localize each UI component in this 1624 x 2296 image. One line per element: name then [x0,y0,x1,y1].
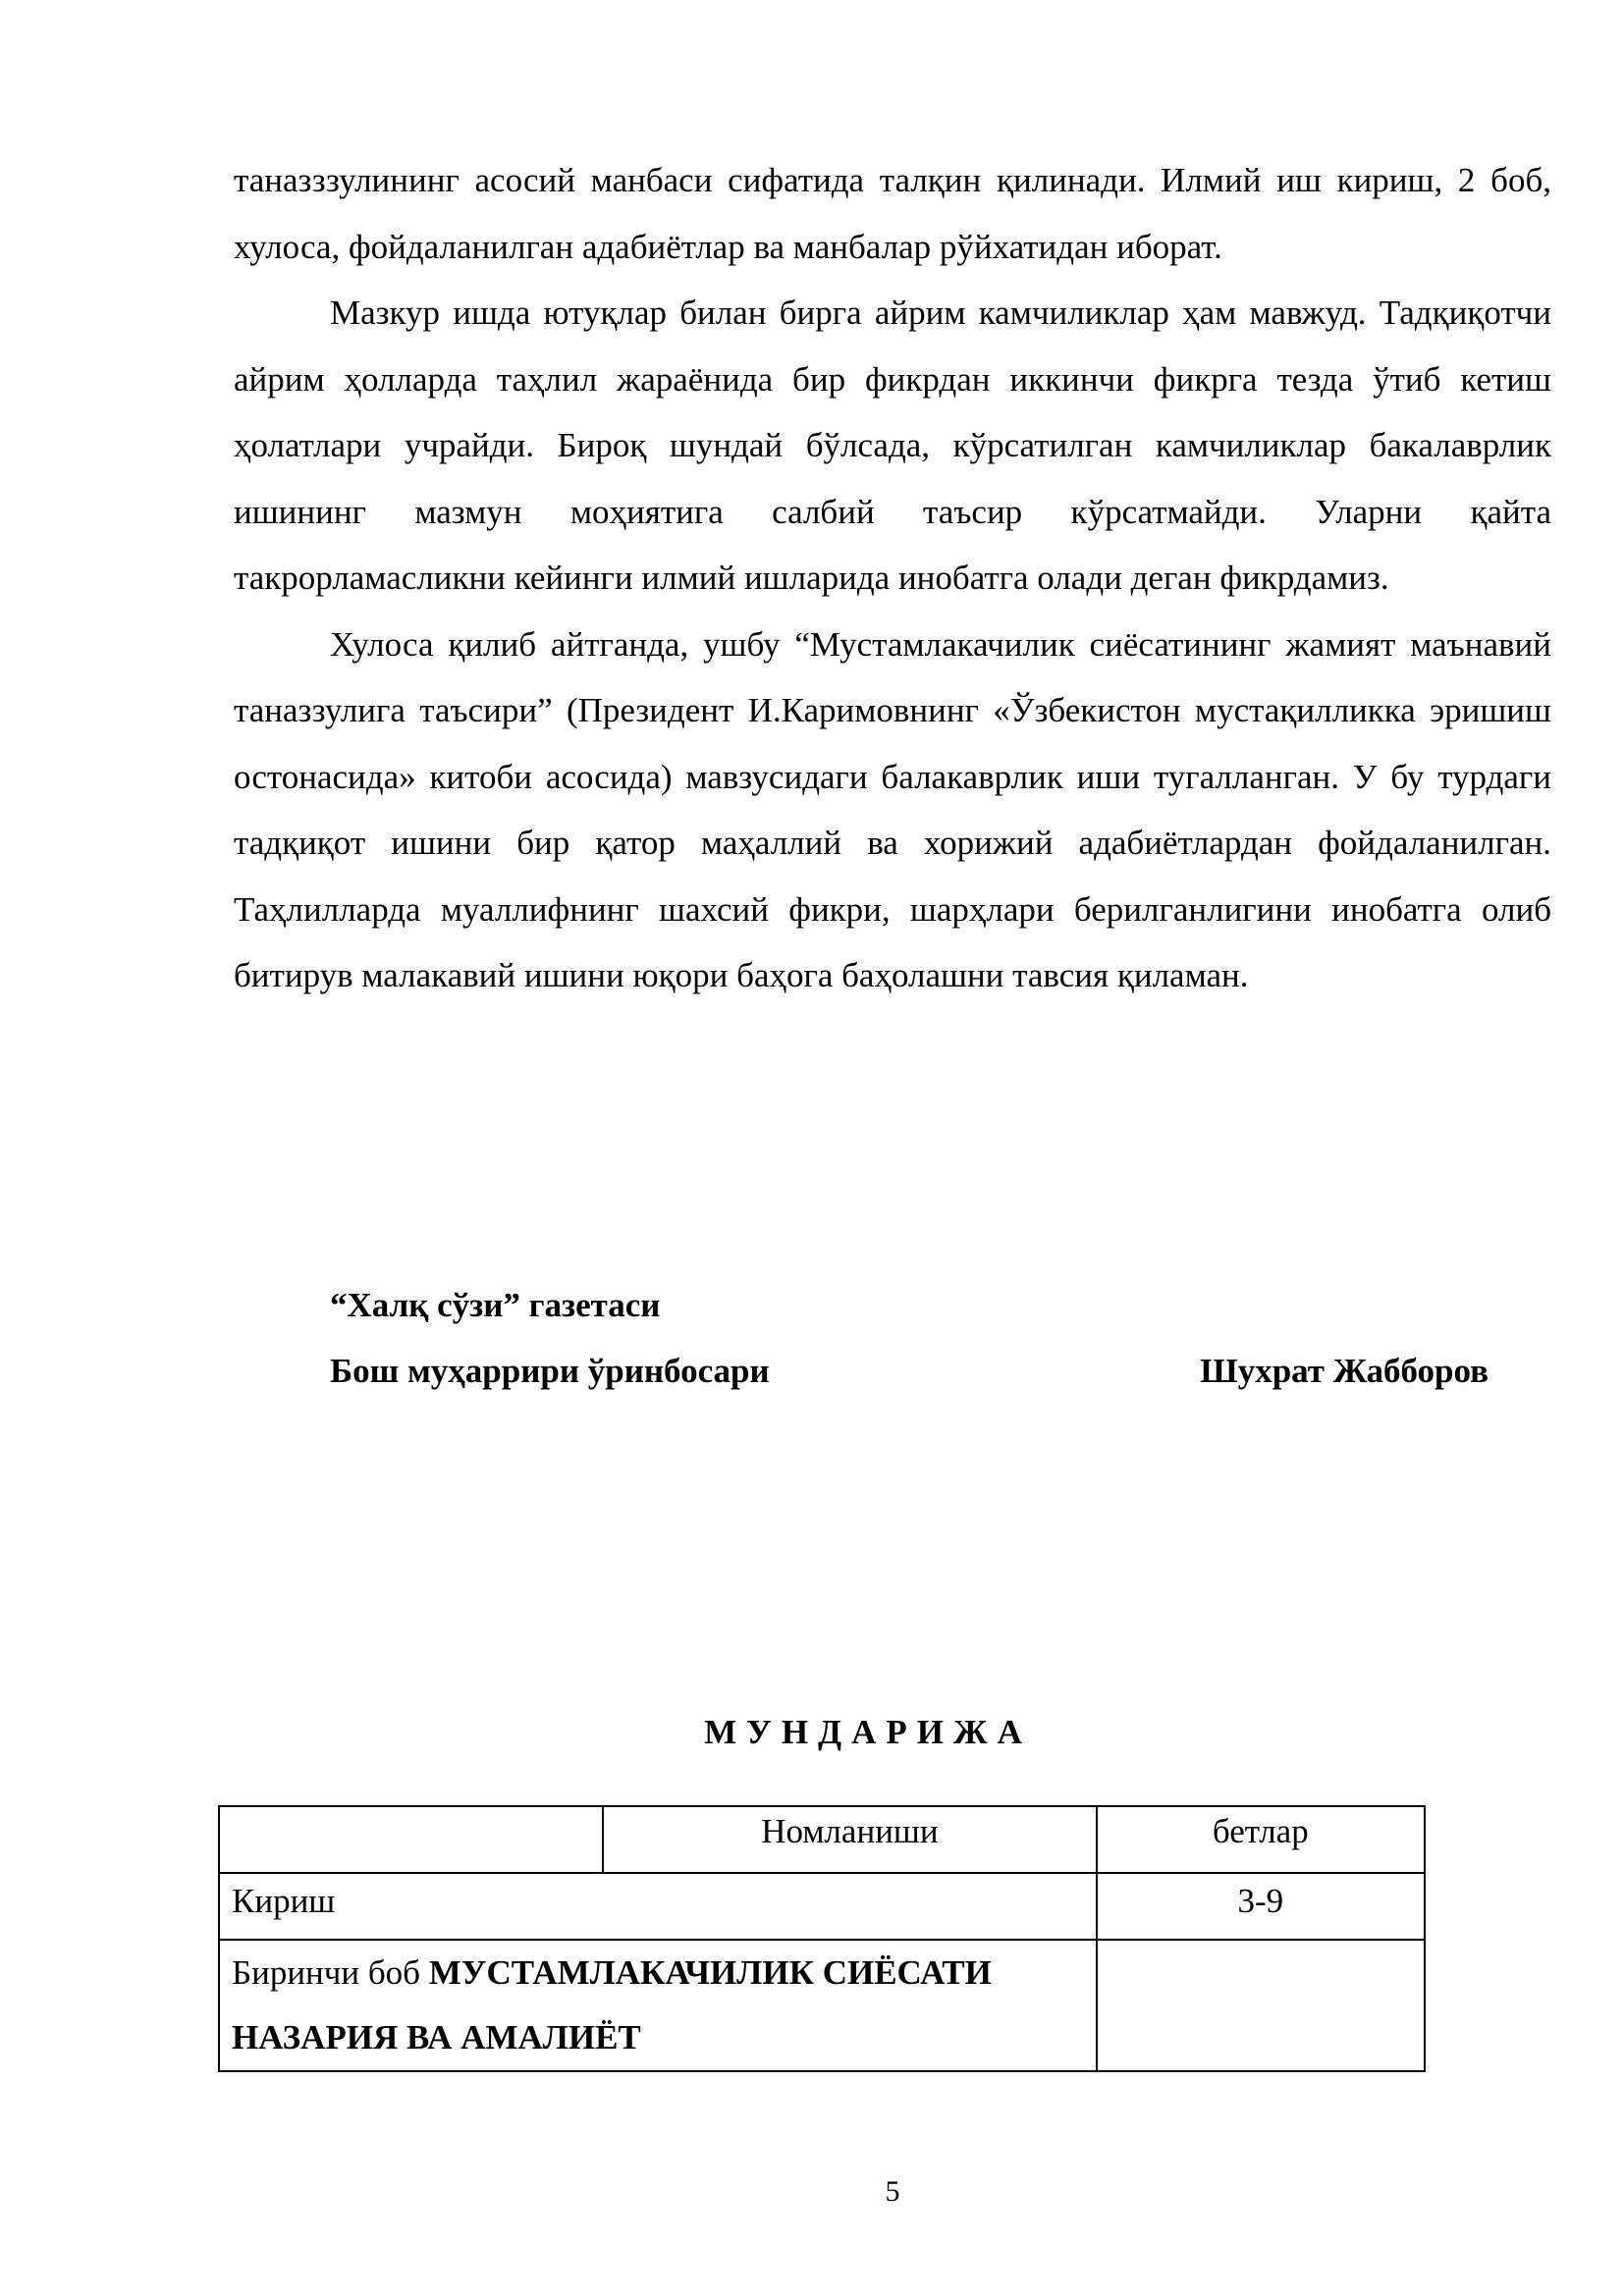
signature-row [330,1338,1489,1404]
paragraph-3: Хулоса қилиб айтганда, ушбу “Мустамлакачилик сиёсатининг жамият маънавий таназзулига таъсири” (Президент И.Каримовнинг «Ўзбекистон мустақилликка эришиш остонасида» китоби асосида) мавзусидаги балакаврлик иши тугалланган. У бу турдаги тадқиқот ишини бир қатор маҳаллий ва хорижий адабиётлардан фойдаланилган. Таҳлилларда муаллифнинг шахсий фикри, шарҳлари берилганлигини инобатга олиб битирув малакавий ишини юқори баҳога баҳолашни тавсия қиламан. [234,624,1551,994]
paragraph-2: Мазкур ишда ютуқлар билан бирга айрим камчиликлар ҳам мавжуд. Тадқиқотчи айрим ҳолларда таҳлил жараёнида бир фикрдан иккинчи фикрга тезда ўтиб кетиш ҳолатлари учрайди. Бироқ шундай бўлсада, кўрсатилган камчиликлар бакалаврлик ишининг мазмун моҳиятига салбий таъсир кўрсатмайди. Уларни қайта такрорламасликни кейинги илмий ишларида инобатга олади деган фикрдамиз. [234,294,1551,597]
toc-chapter-title-part1: МУСТАМЛАКАЧИЛИК СИЁСАТИ [428,1953,992,1992]
paragraph-1: таназззулининг асосий манбаси сифатида талқин қилинади. Илмий иш кириш, 2 боб, хулоса, фойдаланилган адабиётлар ва манбалар рўйхатидан иборат. [234,161,1551,266]
toc-header-empty-cell [219,1806,603,1873]
page-number: 5 [885,2175,900,2208]
toc-row-pages [1097,1940,1425,2071]
toc-chapter-prefix: Биринчи боб [232,1953,429,1992]
signature-block [330,1272,1489,1404]
toc-header-row [219,1806,1425,1873]
toc-table [218,1805,1426,2072]
toc-row [219,1873,1425,1940]
toc-header-name: Номланиши [603,1806,1096,1873]
toc-title: МУНДАРИЖА [704,1713,1032,1751]
toc-chapter-title-part2: НАЗАРИЯ ВА АМАЛИЁТ [232,2018,641,2056]
toc-row [219,1940,1425,2071]
toc-header-pages: бетлар [1097,1806,1425,1873]
signature-position: Бош муҳаррири ўринбосари [330,1352,770,1390]
signature-name: Шухрат Жабборов [1200,1352,1489,1390]
toc-row-label [219,1940,1097,2071]
signature-organization: “Халқ сўзи” газетаси [330,1286,661,1324]
toc-row-label: Кириш [219,1873,1097,1940]
body-text [234,147,1551,1009]
toc-row-pages: 3-9 [1097,1873,1425,1940]
